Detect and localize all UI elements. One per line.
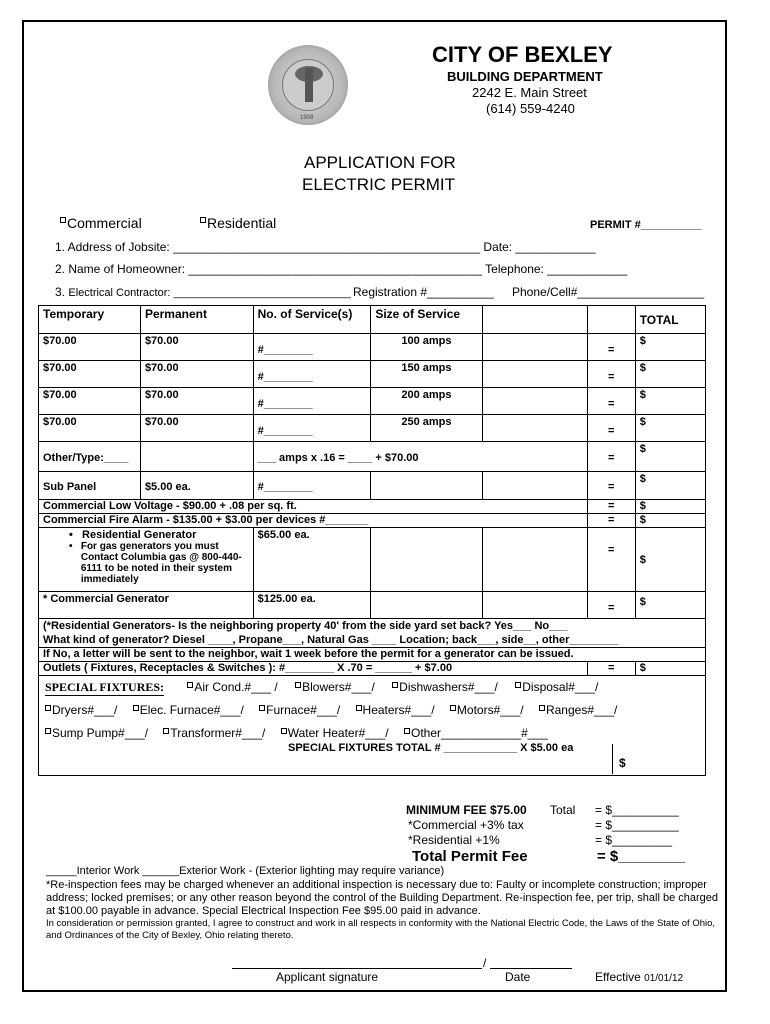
equals: = — [587, 500, 635, 514]
dept-phone: (614) 559-4240 — [486, 101, 575, 116]
fixture-dryers[interactable]: Dryers#___/ — [45, 703, 117, 717]
equals: = — [587, 514, 635, 528]
table-row-fire-alarm — [39, 514, 706, 528]
city-name: CITY OF BEXLEY — [432, 42, 613, 67]
com-generator-fee: $125.00 ea. — [253, 592, 371, 619]
service-size: 100 amps — [371, 334, 482, 361]
commercial-option[interactable]: Commercial — [60, 215, 142, 231]
table-row — [39, 334, 706, 361]
residential-tax: *Residential +1% — [408, 833, 500, 847]
title-line1: APPLICATION FOR — [304, 153, 456, 172]
equals: = — [587, 388, 635, 415]
row-total[interactable]: $ — [635, 514, 705, 528]
checkbox-icon[interactable] — [60, 217, 66, 223]
homeowner-field[interactable]: 2. Name of Homeowner: ____________________________________________ Telephone: ____________ — [55, 262, 628, 276]
fixture-disposal[interactable]: Disposal#___/ — [515, 680, 598, 694]
table-row-outlets — [39, 662, 706, 676]
special-fixtures-label: SPECIAL FIXTURES: — [45, 680, 165, 694]
fixture-furnace[interactable]: Furnace#___/ — [259, 703, 340, 717]
table-row-low-voltage — [39, 500, 706, 514]
table-row-com-generator — [39, 592, 706, 619]
table-header — [39, 306, 706, 334]
row-total[interactable]: $ — [635, 472, 705, 500]
row-total[interactable]: $ — [635, 334, 705, 361]
row-total[interactable]: $ — [635, 388, 705, 415]
table-row-res-generator — [39, 528, 706, 592]
temp-fee: $70.00 — [39, 334, 141, 361]
service-size: 250 amps — [371, 415, 482, 442]
service-size: 200 amps — [371, 388, 482, 415]
header-total: TOTAL — [635, 306, 705, 334]
fee-table — [38, 305, 706, 776]
fixture-water-heater[interactable]: Water Heater#___/ — [281, 726, 389, 740]
total-permit-fee: Total Permit Fee — [412, 848, 528, 865]
temp-fee: $70.00 — [39, 361, 141, 388]
fixture-sump-pump[interactable]: Sump Pump#___/ — [45, 726, 148, 740]
total-permit-fee-value[interactable]: = $________ — [597, 848, 686, 865]
work-type[interactable]: _____Interior Work ______Exterior Work - (Exterior lighting may require variance) — [46, 865, 445, 877]
fixture-blowers[interactable]: Blowers#___/ — [295, 680, 375, 694]
equals: = — [587, 442, 635, 472]
residential-tax-value[interactable]: = $_________ — [595, 833, 673, 847]
fixture-air-cond[interactable]: Air Cond.#___ / — [187, 680, 277, 694]
fixture-elec-furnace[interactable]: Elec. Furnace#___/ — [133, 703, 244, 717]
generator-question-cell[interactable] — [39, 619, 706, 648]
table-row-other — [39, 442, 706, 472]
header-permanent: Permanent — [140, 306, 253, 334]
row-total[interactable]: $ — [635, 592, 705, 619]
equals: = — [587, 528, 635, 592]
generator-notice — [39, 648, 706, 662]
total-label: Total — [550, 803, 576, 817]
low-voltage-line[interactable]: Commercial Low Voltage - $90.00 + .08 per sq. ft. — [39, 500, 588, 514]
perm-fee: $70.00 — [140, 361, 253, 388]
equals: = — [587, 592, 635, 619]
header-temporary: Temporary — [39, 306, 141, 334]
table-row — [39, 415, 706, 442]
special-fixtures-dollar[interactable]: $ — [619, 756, 626, 770]
fixture-other[interactable]: Other____________#___ — [404, 726, 548, 740]
signature-slash: / — [483, 956, 487, 970]
fire-alarm-line[interactable]: Commercial Fire Alarm - $135.00 + $3.00 per devices #_______ — [39, 514, 588, 528]
equals: = — [587, 334, 635, 361]
residential-option[interactable]: Residential — [200, 215, 276, 231]
sub-panel-label: Sub Panel — [39, 472, 141, 500]
table-row — [39, 388, 706, 415]
row-total[interactable]: $ — [635, 528, 705, 592]
special-fixtures-cell — [39, 676, 706, 776]
title-line2: ELECTRIC PERMIT — [302, 175, 456, 194]
perm-fee: $70.00 — [140, 415, 253, 442]
header-blank — [587, 306, 635, 334]
effective-date: Effective 01/01/12 — [595, 970, 684, 984]
phone-cell-field[interactable]: Phone/Cell#___________________ — [512, 285, 705, 299]
generator-questions — [39, 619, 706, 648]
row-total[interactable]: $ — [635, 662, 705, 676]
header-blank — [482, 306, 587, 334]
address-field[interactable]: 1. Address of Jobsite: ______________________________________________ Date: ____________ — [55, 240, 596, 254]
consent-note: In consideration or permission granted, I agree to construct and work in all respects in conformity with the National Electric Code, the Laws of the State of Ohio, and Ordinances of the City of Bexley, Ohio relating thereto. — [46, 918, 716, 941]
commercial-tax: *Commercial +3% tax — [408, 818, 524, 832]
generator-notice-text: If No, a letter will be sent to the neighbor, wait 1 week before the permit for a generator can be issued. — [39, 648, 706, 662]
row-total[interactable]: $ — [635, 415, 705, 442]
generator-question-1[interactable]: (*Residential Generators- Is the neighboring property 40' from the side yard set back? Yes___ No___ — [43, 620, 568, 632]
fixture-dishwashers[interactable]: Dishwashers#___/ — [392, 680, 498, 694]
other-type[interactable]: Other/Type:____ — [39, 442, 141, 472]
contractor-field[interactable]: 3. Electrical Contractor: _____________________________ — [55, 285, 351, 299]
date-line[interactable] — [490, 968, 572, 969]
fixture-motors[interactable]: Motors#___/ — [450, 703, 524, 717]
sub-panel-fee: $5.00 ea. — [140, 472, 253, 500]
service-count[interactable]: #________ — [253, 415, 371, 442]
signature-line[interactable] — [232, 968, 482, 969]
commercial-tax-value[interactable]: = $__________ — [595, 818, 679, 832]
sub-panel-count[interactable]: #________ — [253, 472, 371, 500]
service-count[interactable]: #________ — [253, 388, 371, 415]
perm-fee: $70.00 — [140, 334, 253, 361]
registration-field[interactable]: Registration #__________ — [353, 285, 494, 299]
special-fixtures-total[interactable]: SPECIAL FIXTURES TOTAL # ____________ X $5.00 ea — [288, 742, 574, 754]
service-count[interactable]: #________ — [253, 361, 371, 388]
temp-fee: $70.00 — [39, 388, 141, 415]
generator-question-2[interactable]: What kind of generator? Diesel ____, Propane___, Natural Gas ____ Location; back___, side__, other________ — [43, 634, 619, 646]
other-calc[interactable]: ___ amps x .16 = ____ + $70.00 — [253, 442, 587, 472]
city-seal: 1908 — [268, 45, 348, 125]
reinspection-note: *Re-inspection fees may be charged whenever an additional inspection is necessary due to: Faulty or incomplete construction; improper address; locked premises; or any other reason beyond the control of the Building Department. Re-inspection fee, per trip, shall be charged at $100.00 payable in advance. Special Electrical Inspection Fee $95.00 paid in advance. — [46, 879, 718, 917]
equals: = — [587, 415, 635, 442]
minimum-fee: MINIMUM FEE $75.00 — [406, 803, 527, 817]
row-total[interactable]: $ — [635, 500, 705, 514]
date-label: Date — [505, 970, 531, 984]
res-generator-cell: • Residential Generator • For gas generators you must Contact Columbia gas @ 800-440-6111 to be noted in their system immediately — [39, 528, 254, 592]
service-size: 150 amps — [371, 361, 482, 388]
fixture-heaters[interactable]: Heaters#___/ — [356, 703, 435, 717]
row-total[interactable]: $ — [635, 442, 705, 472]
header-size: Size of Service — [371, 306, 482, 334]
perm-fee: $70.00 — [140, 388, 253, 415]
permit-number[interactable]: PERMIT #__________ — [590, 219, 702, 231]
service-count[interactable]: #________ — [253, 334, 371, 361]
equals: = — [587, 361, 635, 388]
special-fixtures — [39, 676, 706, 776]
table-row — [39, 361, 706, 388]
row-total[interactable]: $ — [635, 361, 705, 388]
equals: = — [587, 662, 635, 676]
outlets-line[interactable]: Outlets ( Fixtures, Receptacles & Switches ): #________ X .70 = ______ + $7.00 — [39, 662, 588, 676]
table-row-subpanel — [39, 472, 706, 500]
temp-fee: $70.00 — [39, 415, 141, 442]
com-generator-label: * Commercial Generator — [39, 592, 254, 619]
fixture-transformer[interactable]: Transformer#___/ — [163, 726, 265, 740]
checkbox-icon[interactable] — [200, 217, 206, 223]
header-services: No. of Service(s) — [253, 306, 371, 334]
total-value[interactable]: = $__________ — [595, 803, 679, 817]
res-generator-fee: $65.00 ea. — [253, 528, 371, 592]
equals: = — [587, 472, 635, 500]
fixture-ranges[interactable]: Ranges#___/ — [539, 703, 617, 717]
dept-address: 2242 E. Main Street — [472, 85, 587, 100]
department: BUILDING DEPARTMENT — [447, 69, 603, 84]
applicant-label: Applicant signature — [276, 970, 379, 984]
